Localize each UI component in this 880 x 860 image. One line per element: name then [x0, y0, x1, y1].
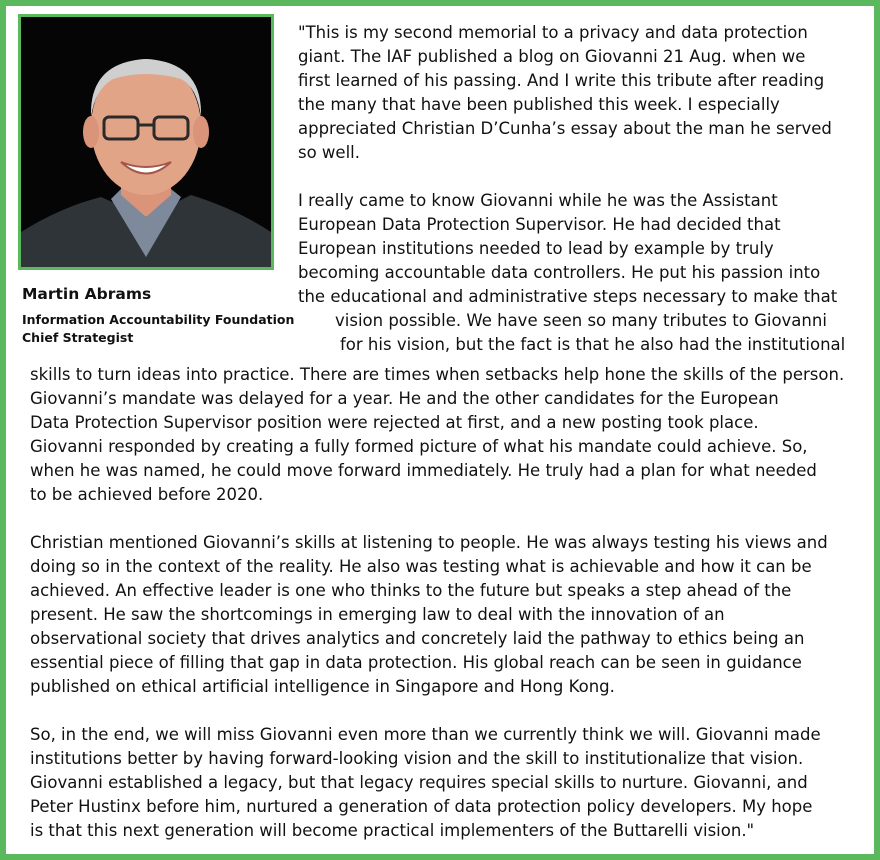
- text-line: appreciated Christian D’Cunha’s essay about the man he served: [298, 119, 832, 138]
- text-line: Data Protection Supervisor position were rejected at first, and a new posting took place.: [30, 413, 759, 432]
- text-line: giant. The IAF published a blog on Giovanni 21 Aug. when we: [298, 47, 806, 66]
- text-line: Giovanni established a legacy, but that legacy requires special skills to nurture. Giovanni, and: [30, 773, 808, 792]
- author-affiliation: [22, 311, 294, 347]
- text-line: published on ethical artificial intelligence in Singapore and Hong Kong.: [30, 677, 615, 696]
- text-line: for his vision, but the fact is that he also had the institutional: [340, 335, 846, 354]
- text-line: I really came to know Giovanni while he was the Assistant: [298, 191, 778, 210]
- author-name: Martin Abrams: [22, 285, 152, 303]
- author-organization: Information Accountability Foundation: [22, 312, 295, 327]
- text-line: first learned of his passing. And I write this tribute after reading: [298, 71, 825, 90]
- text-line: to be achieved before 2020.: [30, 485, 264, 504]
- text-line: the educational and administrative steps necessary to make that: [298, 287, 838, 306]
- text-line: is that this next generation will become practical implementers of the Buttarelli vision.": [30, 821, 755, 840]
- text-line: skills to turn ideas into practice. There are times when setbacks help hone the skills of the person.: [30, 365, 845, 384]
- text-line: when he was named, he could move forward immediately. He truly had a plan for what needed: [30, 461, 817, 480]
- text-line: European Data Protection Supervisor. He had decided that: [298, 215, 781, 234]
- text-line: observational society that drives analytics and concretely laid the pathway to ethics being an: [30, 629, 805, 648]
- author-photo: [18, 14, 274, 270]
- text-line: Giovanni responded by creating a fully formed picture of what his mandate could achieve. So,: [30, 437, 808, 456]
- text-line: becoming accountable data controllers. He put his passion into: [298, 263, 821, 282]
- text-line: doing so in the context of the reality. He also was testing what is achievable and how it can be: [30, 557, 812, 576]
- text-line: Christian mentioned Giovanni’s skills at listening to people. He was always testing his views and: [30, 533, 828, 552]
- text-line: Peter Hustinx before him, nurtured a generation of data protection policy developers. My hope: [30, 797, 813, 816]
- text-line: "This is my second memorial to a privacy and data protection: [298, 23, 808, 42]
- text-line: institutions better by having forward-looking vision and the skill to institutionalize that vision.: [30, 749, 804, 768]
- text-line: the many that have been published this week. I especially: [298, 95, 780, 114]
- text-line: achieved. An effective leader is one who thinks to the future but speaks a step ahead of the: [30, 581, 792, 600]
- text-line: essential piece of filling that gap in data protection. His global reach can be seen in guidance: [30, 653, 802, 672]
- text-line: Giovanni’s mandate was delayed for a year. He and the other candidates for the European: [30, 389, 779, 408]
- author-role: Chief Strategist: [22, 330, 134, 345]
- portrait-illustration: [21, 17, 271, 267]
- text-line: vision possible. We have seen so many tributes to Giovanni: [335, 311, 827, 330]
- text-line: present. He saw the shortcomings in emerging law to deal with the innovation of an: [30, 605, 725, 624]
- text-line: So, in the end, we will miss Giovanni even more than we currently think we will. Giovanni made: [30, 725, 821, 744]
- text-line: European institutions needed to lead by example by truly: [298, 239, 774, 258]
- text-line: so well.: [298, 143, 360, 162]
